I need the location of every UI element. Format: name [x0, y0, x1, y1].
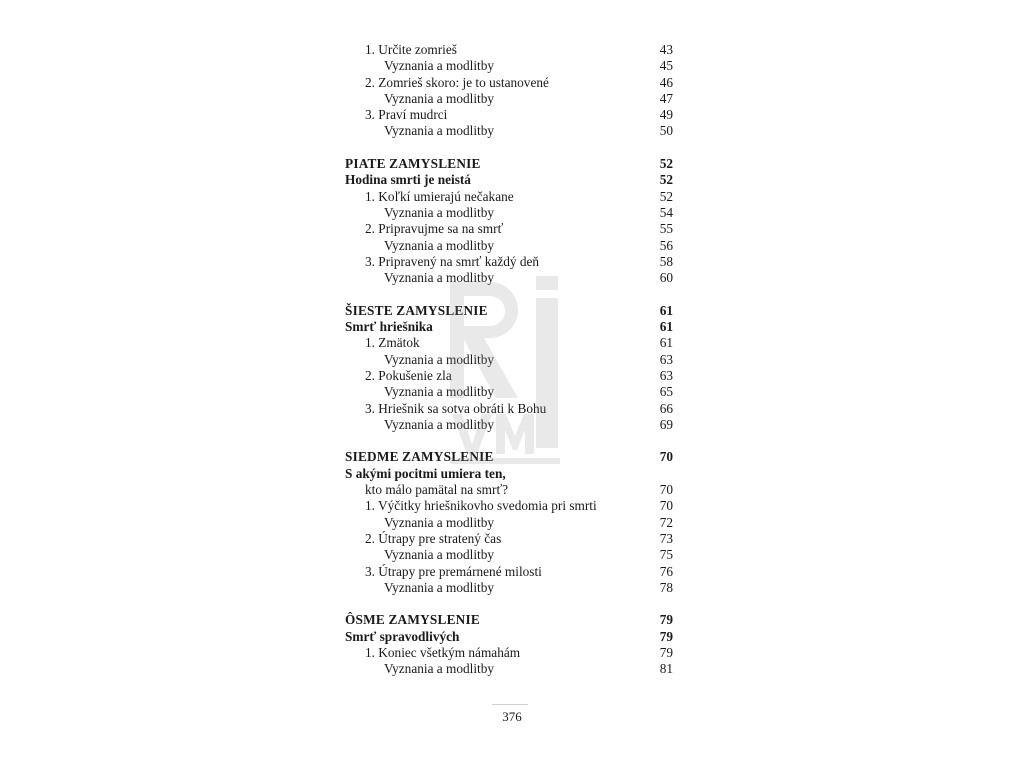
toc-entry-title: Vyznania a modlitby [384, 384, 495, 400]
toc-page-number: 79 [659, 644, 673, 660]
toc-entry-title: S akými pocitmi umiera ten, [345, 465, 506, 481]
toc-page-number: 45 [659, 58, 673, 74]
toc-page-number: 70 [659, 482, 673, 498]
toc-entry-title: ŠIESTE ZAMYSLENIE [345, 302, 488, 318]
toc-page-number: 79 [659, 612, 673, 628]
toc-page-number: 61 [659, 319, 673, 335]
toc-chapter-title [345, 319, 675, 335]
toc-subitem [345, 205, 675, 221]
toc-page-number: 63 [659, 367, 673, 383]
toc-entry-title: 3. Praví mudrci [365, 107, 448, 123]
table-of-contents [345, 42, 675, 678]
toc-entry-title: 1. Koniec všetkým námahám [365, 644, 521, 660]
toc-entry-title: Vyznania a modlitby [384, 514, 495, 530]
toc-page-number: 52 [659, 156, 673, 172]
toc-entry-title: Vyznania a modlitby [384, 547, 495, 563]
toc-entry-title: 2. Útrapy pre stratený čas [365, 530, 502, 546]
toc-entry-title: Vyznania a modlitby [384, 416, 495, 432]
toc-subitem [345, 547, 675, 563]
toc-entry-title: Vyznania a modlitby [384, 351, 495, 367]
toc-entry-title: Smrť spravodlivých [345, 628, 460, 644]
toc-entry-title: Vyznania a modlitby [384, 58, 495, 74]
toc-page-number: 61 [659, 335, 673, 351]
toc-page-number: 72 [659, 514, 673, 530]
toc-entry-title: Vyznania a modlitby [384, 237, 495, 253]
toc-item [345, 645, 675, 661]
toc-page-number: 63 [659, 351, 673, 367]
toc-entry-title: Vyznania a modlitby [384, 270, 495, 286]
toc-page-number: 56 [659, 237, 673, 253]
toc-item [345, 189, 675, 205]
toc-page-number: 66 [659, 400, 673, 416]
toc-subitem [345, 270, 675, 286]
toc-entry-title: Smrť hriešnika [345, 319, 433, 335]
toc-page-number: 54 [659, 204, 673, 220]
toc-item [345, 498, 675, 514]
toc-entry-title: 2. Zomrieš skoro: je to ustanovené [365, 74, 549, 90]
toc-entry-title: PIATE ZAMYSLENIE [345, 156, 481, 172]
toc-page-number: 69 [659, 416, 673, 432]
toc-subitem [345, 91, 675, 107]
toc-subitem [345, 384, 675, 400]
toc-page-number: 65 [659, 384, 673, 400]
toc-item [345, 564, 675, 580]
page-number: 376 [502, 709, 522, 724]
toc-entry-title: Vyznania a modlitby [384, 661, 495, 677]
toc-chapter-title [345, 629, 675, 645]
toc-entry-title: 2. Pokušenie zla [365, 367, 452, 383]
toc-page-number: 79 [659, 628, 673, 644]
toc-page-number: 76 [659, 563, 673, 579]
toc-entry-title: 1. Určite zomrieš [365, 42, 457, 57]
toc-entry-title: kto málo pamätal na smrť? [365, 482, 509, 498]
toc-chapter-title [345, 466, 675, 482]
toc-entry-title: 2. Pripravujme sa na smrť [365, 221, 504, 237]
toc-entry-title: ÔSME ZAMYSLENIE [345, 612, 480, 628]
toc-item [345, 531, 675, 547]
toc-subitem [345, 123, 675, 139]
toc-entry-title: 1. Zmätok [365, 335, 420, 351]
toc-entry-title: 3. Hriešnik sa sotva obráti k Bohu [365, 400, 547, 416]
toc-page-number: 75 [659, 547, 673, 563]
toc-entry-title: Vyznania a modlitby [384, 579, 495, 595]
toc-page-number: 70 [659, 449, 673, 465]
toc-entry-title: Vyznania a modlitby [384, 90, 495, 106]
toc-item [345, 221, 675, 237]
toc-subitem [345, 417, 675, 433]
toc-item [345, 75, 675, 91]
toc-page-number: 58 [659, 253, 673, 269]
toc-item [345, 401, 675, 417]
section-spacer [345, 140, 675, 156]
toc-page-number: 52 [659, 172, 673, 188]
toc-page-number: 61 [659, 302, 673, 318]
toc-entry-title: SIEDME ZAMYSLENIE [345, 449, 494, 465]
toc-item [345, 42, 675, 58]
toc-section-heading [345, 449, 675, 465]
toc-entry-title: 3. Útrapy pre premárnené milosti [365, 563, 542, 579]
footer-rule [492, 704, 528, 705]
toc-entry-title: Vyznania a modlitby [384, 204, 495, 220]
toc-subitem [345, 352, 675, 368]
toc-section-heading [345, 612, 675, 628]
toc-entry-title: Vyznania a modlitby [384, 123, 495, 139]
toc-page-number: 70 [659, 498, 673, 514]
toc-subitem [345, 515, 675, 531]
toc-page-number: 81 [659, 661, 673, 677]
toc-chapter-title [345, 172, 675, 188]
section-spacer [345, 596, 675, 612]
toc-subitem [345, 580, 675, 596]
section-spacer [345, 433, 675, 449]
toc-entry-title: 1. Výčitky hriešnikovho svedomia pri smrti [365, 498, 597, 514]
toc-subitem [345, 661, 675, 677]
toc-item [345, 368, 675, 384]
toc-item [345, 107, 675, 123]
toc-entry-title: 1. Koľkí umierajú nečakane [365, 188, 514, 204]
toc-page-number: 78 [659, 579, 673, 595]
toc-page-number: 52 [659, 188, 673, 204]
toc-item [345, 335, 675, 351]
toc-subitem [345, 238, 675, 254]
toc-page-number: 73 [659, 530, 673, 546]
toc-page-number: 47 [659, 90, 673, 106]
toc-item [345, 254, 675, 270]
toc-page-number: 43 [659, 42, 673, 57]
toc-page-number: 46 [659, 74, 673, 90]
toc-page-number: 60 [659, 270, 673, 286]
toc-page-number: 55 [659, 221, 673, 237]
toc-section-heading [345, 156, 675, 172]
toc-page-number: 50 [659, 123, 673, 139]
section-spacer [345, 286, 675, 302]
toc-page-number: 49 [659, 107, 673, 123]
toc-chapter-title-continued [345, 482, 675, 498]
toc-entry-title: Hodina smrti je neistá [345, 172, 471, 188]
toc-section-heading [345, 303, 675, 319]
toc-entry-title: 3. Pripravený na smrť každý deň [365, 253, 540, 269]
toc-subitem [345, 58, 675, 74]
